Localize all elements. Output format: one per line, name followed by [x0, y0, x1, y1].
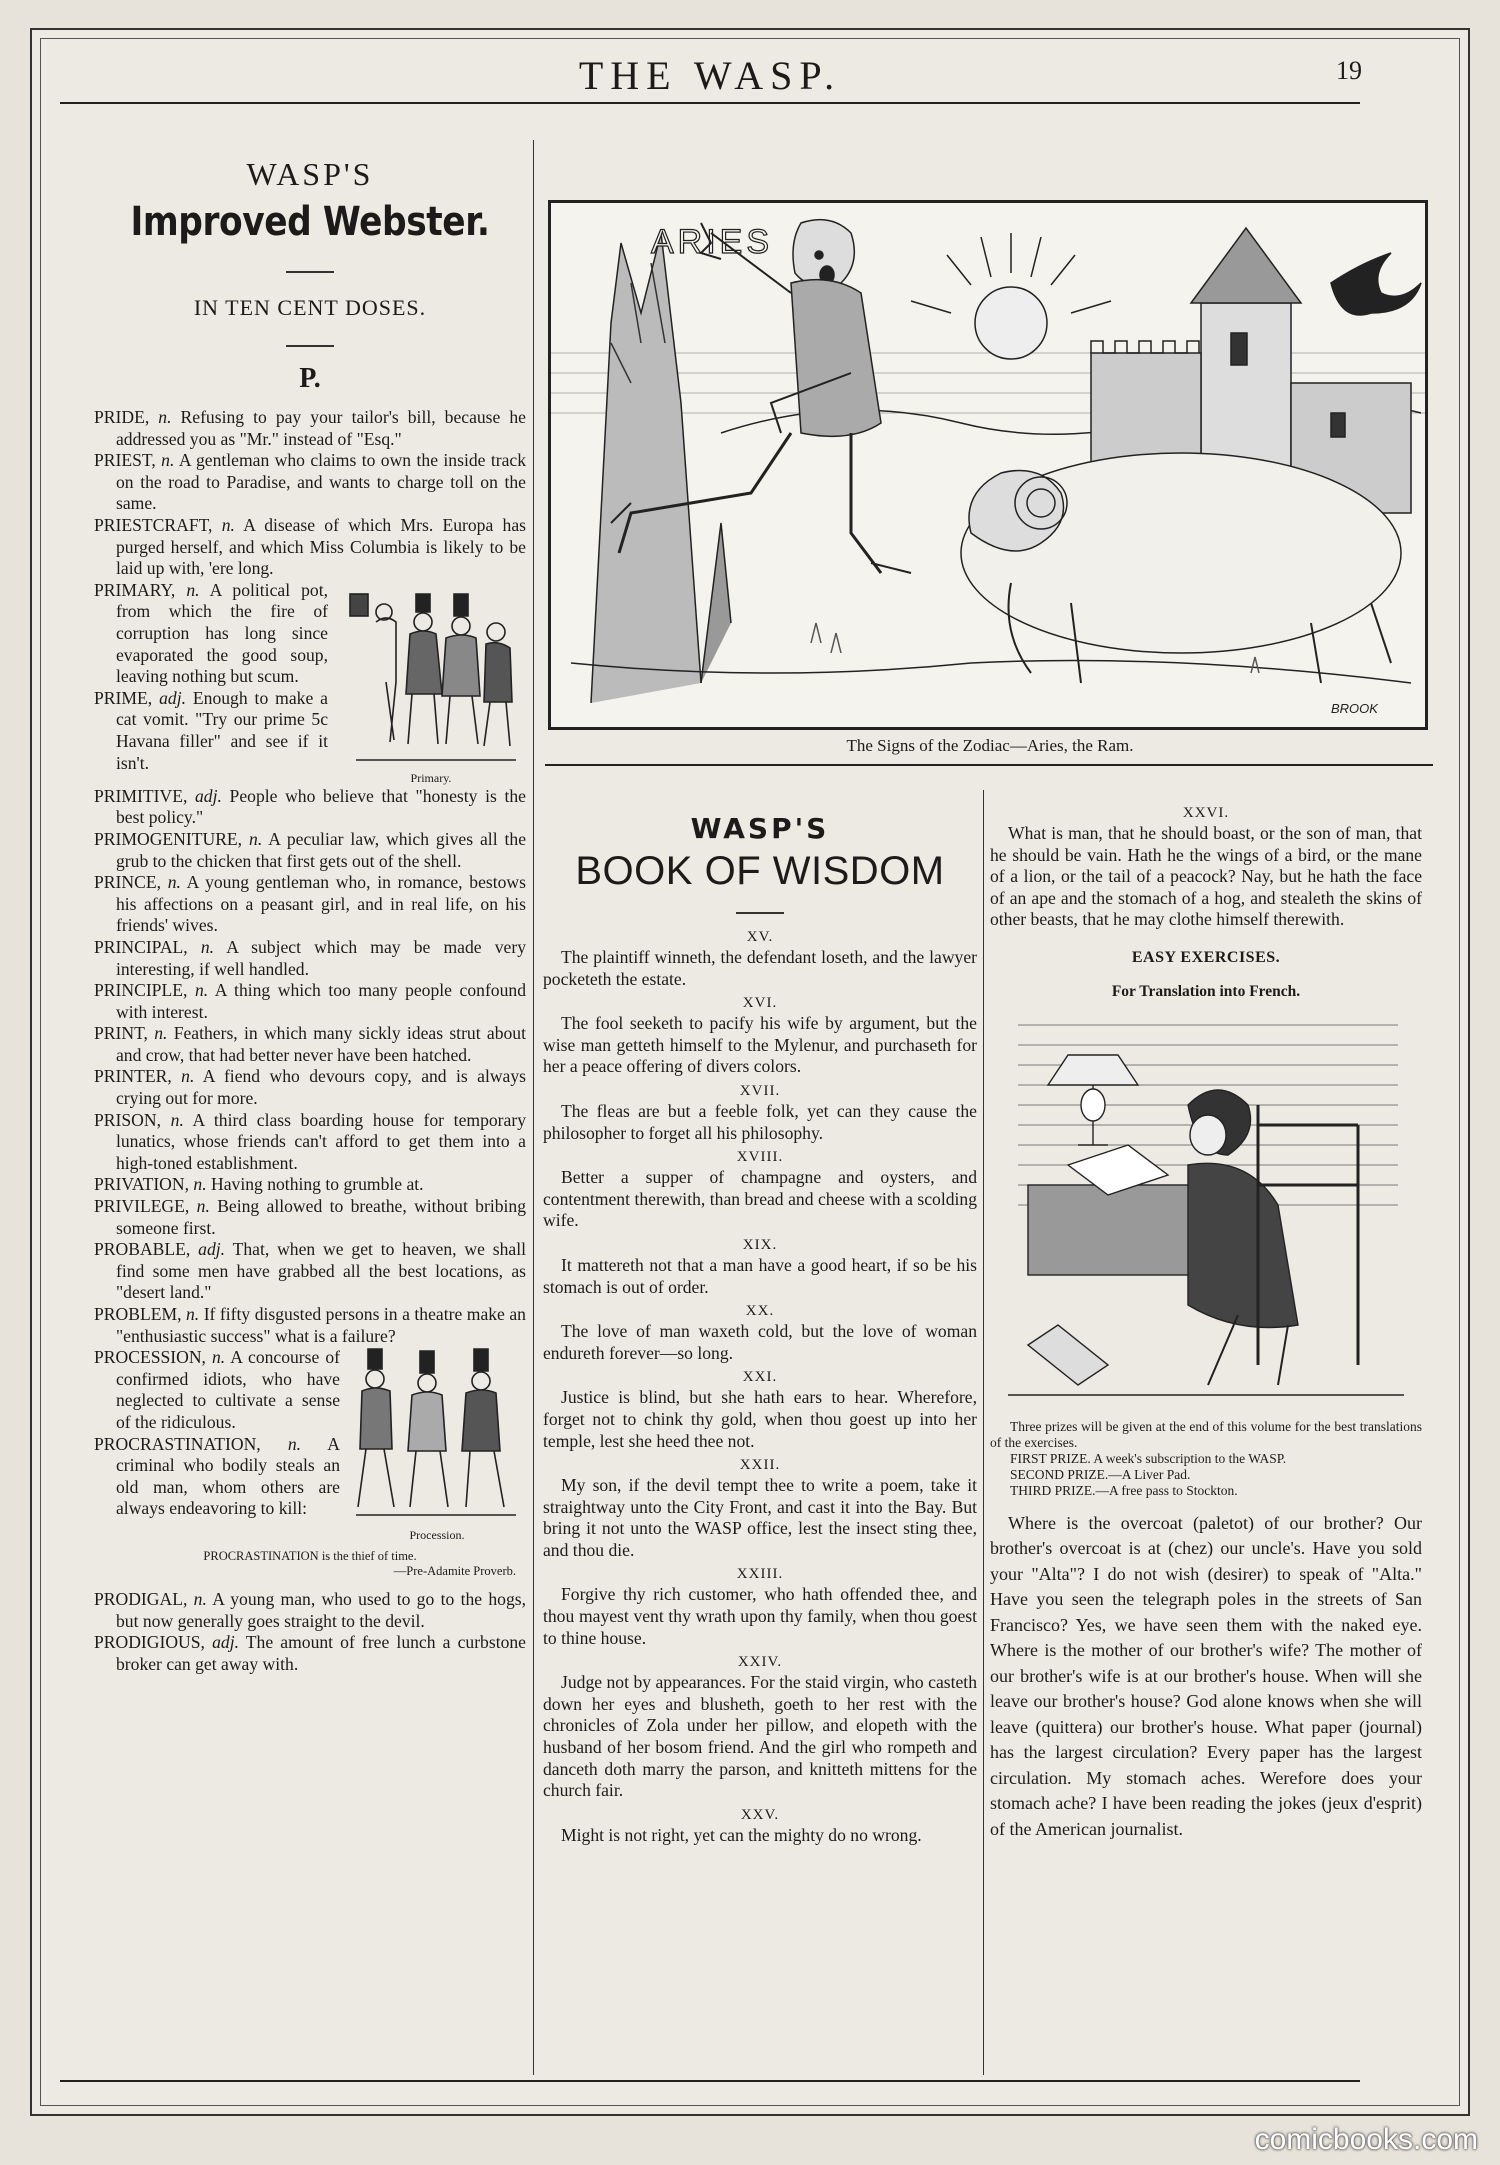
exercises-subheading: For Translation into French. — [1111, 982, 1301, 1000]
right-column — [990, 800, 1422, 1842]
wisdom-heading-top: WASP'S — [690, 812, 830, 845]
webster-entry: PRINTER, n. A fiend who devours copy, and is always crying out for more. — [94, 1066, 527, 1109]
wisdom-heading-main: BOOK OF WISDOM — [575, 849, 945, 893]
divider — [736, 912, 784, 914]
reading-girl-illustration — [1008, 1015, 1404, 1409]
verse-number: XXII. — [739, 1457, 781, 1474]
verse-number: XVIII. — [736, 1149, 784, 1166]
bottom-rule — [60, 2080, 1360, 2082]
webster-entry: PROBLEM, n. If fifty disgusted persons in a theatre make an "enthusiastic success" what is a failure? — [94, 1304, 526, 1346]
watermark: comicbooks.com — [1254, 2123, 1478, 2156]
verse-text: Justice is blind, but she hath ears to hear. Wherefore, forget not to chink thy gold, when thou goest up into her temple, lest she heed thee not. — [543, 1387, 977, 1451]
verse-text: The plaintiff winneth, the defendant loseth, and the lawyer pocketeth the estate. — [543, 947, 977, 989]
aries-rule — [545, 764, 1433, 766]
primary-illustration — [336, 582, 526, 786]
webster-column — [94, 150, 526, 1676]
verse-number: XXIV. — [737, 1654, 783, 1671]
webster-entry: PRISON, n. A third class boarding house for temporary lunatics, whose friends can't afford to get them into a high-toned establishment. — [94, 1109, 526, 1173]
verse-text: My son, if the devil tempt thee to write a poem, take it straightway unto the City Front, and cast it into the Bay. But bring it not unto the WASP office, lest the insect sting thee, and thou die. — [543, 1475, 977, 1560]
procession-figures-icon — [348, 1347, 526, 1523]
webster-entry: PRINCE, n. A young gentleman who, in romance, bestows his affections on a peasant girl, and in real life, on his friends' wives. — [94, 872, 526, 936]
verse-number: XX. — [745, 1303, 775, 1320]
aries-ram-icon — [551, 203, 1425, 727]
procession-caption: Procession. — [409, 1528, 465, 1543]
page-number: 19 — [1336, 56, 1362, 85]
verse-text: Might is not right, yet can the mighty do no wrong. — [561, 1824, 922, 1845]
proverb-source: —Pre-Adamite Proverb. — [393, 1564, 516, 1579]
aries-illustration — [548, 200, 1428, 730]
webster-entry: PRIVILEGE, n. Being allowed to breathe, without bribing someone first. — [94, 1196, 526, 1238]
verse-number: XXVI. — [1182, 805, 1230, 821]
verse-text: Forgive thy rich customer, who hath offended thee, and thou mayest vent thy wrath upon thy family, when thou goest to thine house. — [543, 1584, 977, 1648]
procession-block — [94, 1347, 526, 1543]
verse-text: What is man, that he should boast, or the son of man, that he should be vain. Hath he the wings of a bird, or the mane of a lion, or the tail of a peacock? Nay, but he hath the face of an ape and the stomach of a hog, and stealeth the skins of other beasts, that he may clothe himself therewith. — [990, 823, 1422, 930]
verse-text: The fool seeketh to pacify his wife by argument, but the wise man getteth himself to the Mylenur, and purchaseth for her a peace offering of divers colors. — [543, 1013, 977, 1077]
procession-illustration — [348, 1347, 526, 1543]
verse-text: Better a supper of champagne and oysters, and contentment therewith, than bread and cheese with a scolding wife. — [543, 1167, 977, 1231]
prizes-intro: Three prizes will be given at the end of this volume for the best translations of the exercises. — [990, 1418, 1422, 1450]
webster-entry: PRIDE, n. Refusing to pay your tailor's bill, because he addressed you as "Mr." instead of "Esq." — [94, 407, 526, 449]
wisdom-column — [543, 810, 977, 1846]
webster-heading-main: Improved Webster. — [130, 199, 490, 245]
exercises-heading: EASY EXERCISES. — [1131, 948, 1281, 966]
webster-entry: PRIMARY, n. A political pot, from which the fire of corruption has long since evaporated the good soup, leaving nothing but scum. — [94, 579, 328, 687]
webster-letter: P. — [299, 363, 321, 394]
webster-entry: PRIEST, n. A gentleman who claims to own the inside track on the road to Paradise, and wants to charge toll on the same. — [94, 450, 527, 514]
prize-second: SECOND PRIZE.—A Liver Pad. — [1010, 1466, 1191, 1482]
proverb: PROCRASTINATION is the thief of time. — [203, 1549, 417, 1564]
verse-number: XXI. — [742, 1369, 778, 1386]
aries-label: ARIES — [651, 223, 774, 261]
girl-reading-icon — [1008, 1015, 1404, 1409]
webster-entry: PRINCIPAL, n. A subject which may be made very interesting, if well handled. — [94, 936, 526, 979]
webster-subheading: IN TEN CENT DOSES. — [193, 295, 427, 320]
verse-number: XXV. — [740, 1806, 780, 1823]
divider — [286, 345, 334, 347]
aries-caption: The Signs of the Zodiac—Aries, the Ram. — [846, 736, 1134, 755]
verse-text: Judge not by appearances. For the staid virgin, who casteth down her eyes and blusheth, goeth to her rest with the chronicles of Zola under her pillow, and elopeth with the husband of her bosom friend. And the girl who rompeth and danceth doth marry the parson, and knitteth mittens for the church fair. — [543, 1672, 977, 1801]
webster-entry: PRODIGAL, n. A young man, who used to go to the hogs, but now generally goes straight to the devil. — [94, 1589, 526, 1631]
webster-entry: PRIMOGENITURE, n. A peculiar law, which gives all the grub to the chicken that first gets out of the shell. — [94, 828, 527, 871]
verse-number: XVII. — [739, 1082, 781, 1099]
webster-entry: PRIME, adj. Enough to make a cat vomit. "Try our prime 5c Havana filler" and see if it isn't. — [94, 687, 328, 773]
verse-number: XV. — [746, 929, 774, 945]
column-divider-left — [533, 140, 534, 2075]
verse-text: The fleas are but a feeble folk, yet can they cause the philosopher to forget all his philosophy. — [543, 1100, 977, 1143]
aries-section — [548, 200, 1432, 766]
verse-number: XVI. — [742, 995, 778, 1012]
verse-text: It mattereth not that a man have a good heart, if so be his stomach is out of order. — [543, 1254, 977, 1297]
webster-entry: PROCRASTINATION, n. A criminal who bodily steals an old man, whom others are always endeavoring to kill: — [94, 1433, 340, 1519]
masthead-title: THE WASP. — [578, 53, 842, 98]
artist-signature: BROOK — [1331, 701, 1378, 716]
webster-entry: PRIESTCRAFT, n. A disease of which Mrs. Europa has purged herself, and which Miss Columbia is likely to be laid up with, 'ere long. — [94, 514, 526, 579]
webster-entry: PRINCIPLE, n. A thing which too many people confound with interest. — [94, 980, 526, 1022]
primary-block — [94, 580, 526, 786]
webster-entry: PRODIGIOUS, adj. The amount of free lunch a curbstone broker can get away with. — [94, 1632, 526, 1674]
exercise-text: Where is the overcoat (paletot) of our brother? Our brother's overcoat is at (chez) our uncle's. Have you sold your "Alta"? I do not wish (desirer) to speak of "Alta." Have you seen the telegraph poles in the streets of San Francisco? Yes, we have seen them with the naked eye. Where is the mother of our brother's wife? The mother of our brother's wife is at our brother's house. When will she leave our brother's house? God alone knows when she will leave (quittera) our brother's house. What paper (journal) has the largest circulation? Every paper has the largest circulation. My stomach aches. Werefore does your stomach ache? I have been reading the jokes (jeux d'esprit) of the American journalist. — [990, 1512, 1422, 1839]
divider — [286, 271, 334, 273]
verse-text: The love of man waxeth cold, but the love of woman endureth forever—so long. — [543, 1321, 977, 1363]
webster-entry: PRINT, n. Feathers, in which many sickly ideas strut about and crow, that had better never have been hatched. — [94, 1023, 526, 1065]
column-divider-right — [983, 790, 984, 2075]
webster-entry: PROCESSION, n. A concourse of confirmed idiots, who have neglected to cultivate a sense of the ridiculous. — [94, 1347, 340, 1432]
prize-third: THIRD PRIZE.—A free pass to Stockton. — [1010, 1482, 1238, 1498]
masthead — [60, 50, 1360, 104]
webster-entry: PROBABLE, adj. That, when we get to heaven, we shall find some men have grabbed all the best locations, as "desert land." — [94, 1239, 526, 1303]
webster-heading-top: WASP'S — [246, 156, 374, 192]
prize-first: FIRST PRIZE. A week's subscription to the WASP. — [1010, 1450, 1287, 1466]
verse-number: XIX. — [742, 1236, 778, 1253]
webster-entry: PRIMITIVE, adj. People who believe that "honesty is the best policy." — [94, 785, 526, 828]
primary-caption: Primary. — [410, 770, 452, 785]
webster-entry: PRIVATION, n. Having nothing to grumble at. — [94, 1174, 424, 1195]
primary-figures-icon — [336, 582, 526, 766]
verse-number: XXIII. — [736, 1566, 784, 1583]
